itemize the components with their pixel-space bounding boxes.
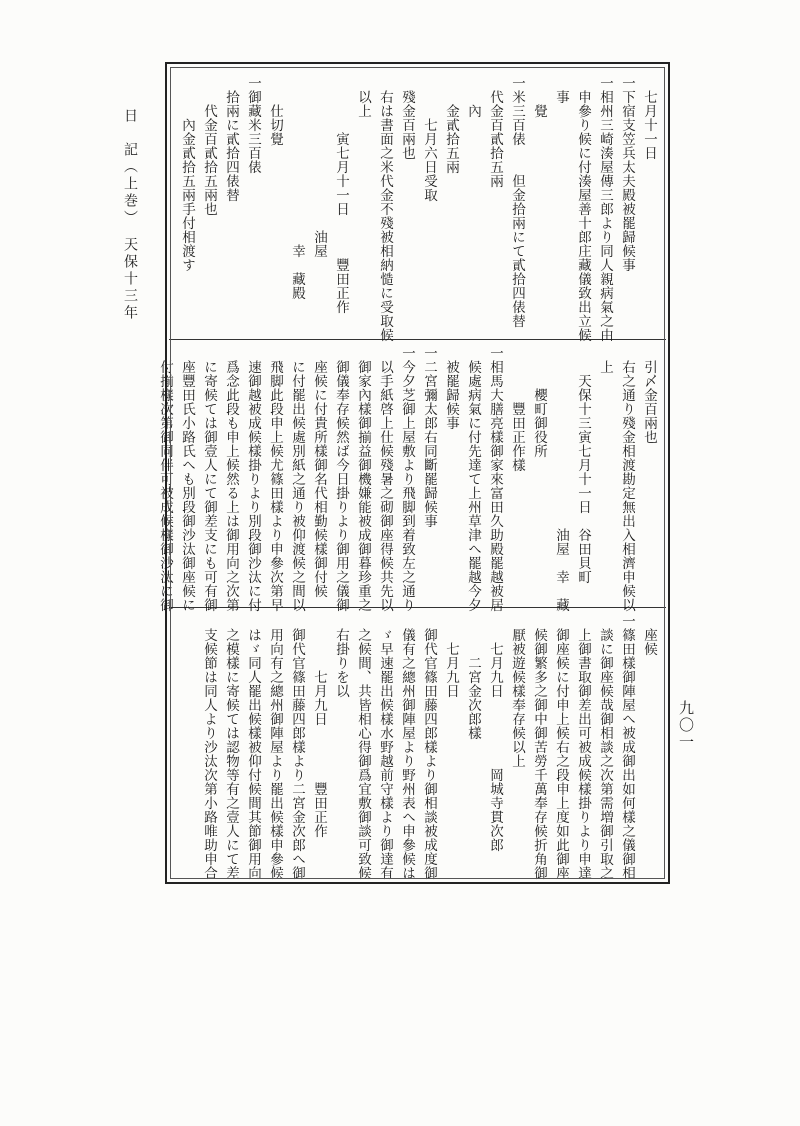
text-line: 七月九日 豐田正作 [311,614,327,838]
text-line: 付揃樣次第御同伴可被成候樣御沙汰に御 [157,346,173,612]
text-line: 談に御座候哉御相談之次第需増御引取之 [597,614,613,880]
text-line: 一御藏米三百俵 [245,76,261,174]
text-line: 一相馬大膳亮樣御家來富田久助殿罷越被居 [487,346,503,612]
text-line: 速御越被成候樣掛りより別段御沙汰に付 [245,346,261,612]
text-line: 油屋 [311,76,327,258]
text-line: 御家內樣御揃益御機嫌能被成御暮珍重之 [355,346,371,612]
text-line: 七月九日 岡城寺貫次郎 [487,614,503,852]
page-number: 九〇一 [677,700,695,751]
text-line: 候御繁多之御中御苦勞千萬奉存候折角御 [531,614,547,880]
running-header: 日 記（上巻） 天保十三年 [122,108,138,322]
text-line: 一米三百俵 但金拾兩にて貳拾四俵替 [509,76,525,328]
section-bottom [175,614,660,880]
text-line: 代金百貳拾五兩也 [201,76,217,216]
text-line: ゞ早速罷出候樣水野越前守樣より御達有 [377,614,393,880]
text-line: 座候に付貴所樣御名代相勤候樣御付候 [311,346,327,598]
text-line: 以上 [355,76,371,118]
section-top [175,76,660,342]
text-line: 上 [597,346,613,374]
text-line: 一今夕芝御上屋敷より飛脚到着致左之通り [399,346,415,612]
text-line: 上御書取御差出可被成候樣掛りより申達 [575,614,591,880]
section-divider-2 [169,607,666,608]
text-line: 右は書面之米代金不殘被相納慥に受取候 [377,76,393,342]
text-line: 二宮金次郎樣 [465,614,481,740]
text-line: 七月九日 [443,614,459,698]
text-line: 寅七月十一日 豐田正作 [333,76,349,314]
text-line: 一相州三崎湊屋傳三郎より同人親病氣之由 [597,76,613,342]
text-line: 引〆金百兩也 [641,346,657,444]
text-line: 以手紙啓上仕候殘暑之砌御座得候共先以 [377,346,393,612]
text-line: 油屋 幸 藏 [553,346,569,612]
text-line: 之模樣に寄候ては認物等有之壹人にて差 [223,614,239,880]
text-line: 申參り候に付湊屋善十郎庄藏儀致出立候 [575,76,591,342]
text-line: 右之通り殘金相渡勘定無出入相濟申候以 [619,346,635,612]
text-line: 櫻町御役所 [531,346,547,458]
text-line: 用向有之總州御陣屋より罷出候樣申參候 [267,614,283,880]
text-line: 幸 藏殿 [289,76,305,300]
text-line: 事 [553,76,569,104]
text-line: 拾兩に貳拾四俵替 [223,76,239,202]
text-line: 御代官篠田藤四郎樣より御相談被成度御 [421,614,437,880]
text-line: 豐田正作樣 [509,346,525,472]
text-line: 厭被遊候樣奉存候以上 [509,614,525,768]
text-line: に寄候ては御壹人にて御差支にも可有御 [201,346,217,612]
text-line: 之候間、共皆相心得御爲宜敷御談可致候 [355,614,371,880]
text-line: 七月十一日 [641,76,657,160]
text-line: 被罷歸候事 [443,346,459,430]
text-line: 爲念此段も申上候然る上は御用向之次第 [223,346,239,612]
text-line: 金貳拾五兩 [443,76,459,174]
text-line: 一下宿支笠兵太夫殿被罷歸候事 [619,76,635,272]
text-line: 座豐田氏小路氏へも別段御沙汰御座候に [179,346,195,612]
text-frame [157,62,670,884]
text-line: 支候節は同人より沙汰次第小路唯助申合 [201,614,217,880]
text-line: 天保十三寅七月十一日 谷田貝町 [575,346,591,584]
text-line: 飛脚此段申上候尤篠田樣より申參次第早 [267,346,283,612]
text-line: 儀有之總州御陣屋より野州表へ申參候は [399,614,415,880]
section-middle [157,346,660,612]
text-line: 內 [465,76,481,118]
text-line: 御儀奉存候然ば今日掛りより御用之儀御 [333,346,349,612]
text-line: 七月六日受取 [421,76,437,202]
text-line: 候處病氣に付先達て上州草津へ罷越今夕 [465,346,481,612]
text-line: 右掛りを以 [333,614,349,698]
text-line: 一篠田樣御陣屋へ被成御出如何樣之儀御相 [619,614,635,880]
text-line: 一二宮彌太郎右同斷罷歸候事 [421,346,437,528]
text-line: 座候 [641,614,657,656]
section-divider-1 [169,339,666,340]
text-line: 御代官篠田藤四郎樣より二宮金次郎へ御 [289,614,305,880]
text-line: に付罷出候處別紙之通り被仰渡候之間以 [289,346,305,612]
text-line: 覺 [531,76,547,118]
text-line: 殘金百兩也 [399,76,415,160]
text-line: 御座候に付申上候右之段申上度如此御座 [553,614,569,880]
text-line: はゞ同人罷出候樣被仰付候間其節御用向 [245,614,261,880]
text-line: 內金貳拾五兩手付相渡す [179,76,195,272]
text-line: 仕切覺 [267,76,283,146]
text-line: 代金百貳拾五兩 [487,76,503,188]
